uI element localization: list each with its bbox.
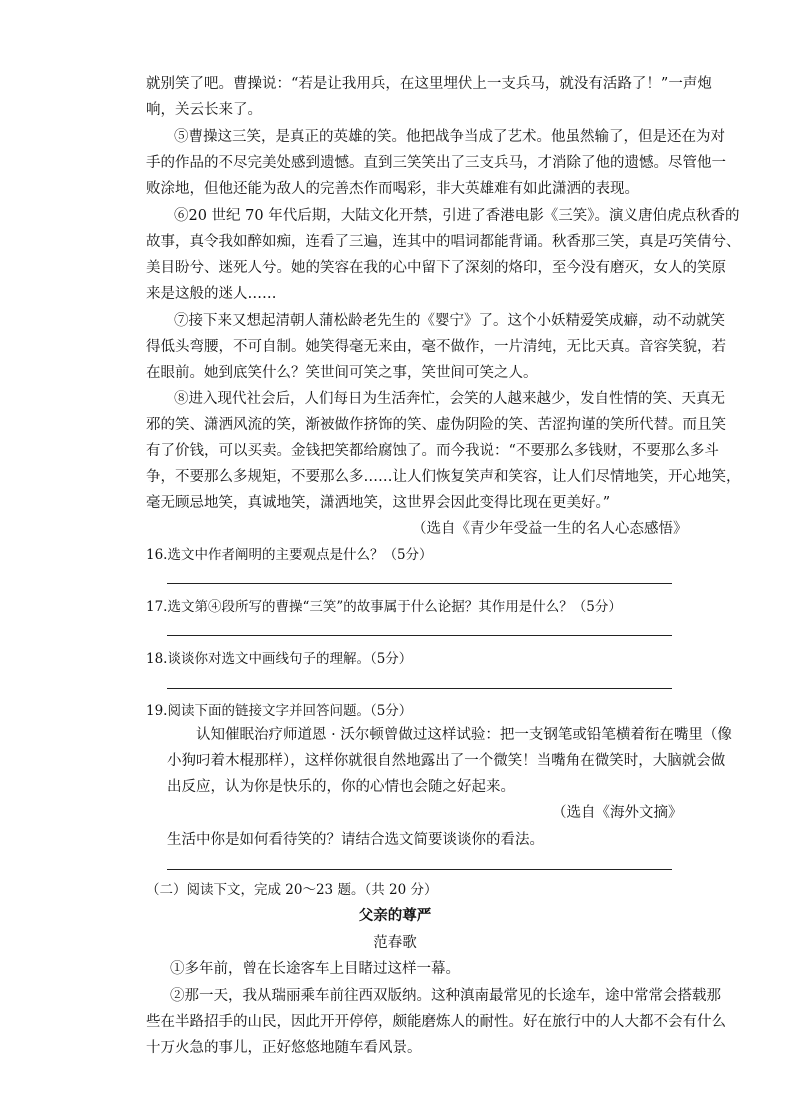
link-text-line: 小狗叼着木棍那样），这样你就很自然地露出了一个微笑！当嘴角在微笑时，大脑就会做: [167, 753, 726, 769]
question-16: 16.选文中作者阐明的主要观点是什么？（5分）: [146, 547, 433, 563]
essay-paragraph-6: ⑥20 世纪 70 年代后期，大陆文化开禁，引进了香港电影《三笑》。演义唐伯虎点秋香的: [174, 208, 740, 224]
answer-line-18[interactable]: [167, 688, 672, 689]
story-line: 十万火急的事儿，正好悠悠地随车看风景。: [146, 1040, 422, 1056]
essay-line: 得低头弯腰，不可自制。她笑得毫无来由，毫不做作，一片清纯，无比天真。音容笑貌，若: [146, 339, 726, 355]
essay-paragraph-5: ⑤曹操这三笑，是真正的英雄的笑。他把战争当成了艺术。他虽然输了，但是还在为对: [174, 129, 725, 145]
story-line: 些在半路招手的山民，因此开开停停，颇能磨炼人的耐性。好在旅行中的人大都不会有什么: [146, 1014, 726, 1030]
essay-line: 就别笑了吧。曹操说：“若是让我用兵，在这里埋伏上一支兵马，就没有活路了！”一声炮: [146, 76, 712, 92]
essay-line: 毫无顾忌地笑，真诚地笑，潇洒地笑，这世界会因此变得比现在更美好。”: [146, 495, 611, 511]
essay-line: 邪的笑、潇洒风流的笑，渐被做作挤饰的笑、虚伪阴险的笑、苦涩拘谨的笑所代替。而且笑: [146, 417, 726, 433]
essay-line: 美目盼兮、迷死人兮。她的笑容在我的心中留下了深刻的烙印，至今没有磨灭，女人的笑原: [146, 260, 726, 276]
essay-line: 来是这般的迷人……: [146, 286, 277, 302]
essay-line: 在眼前。她到底笑什么？笑世间可笑之事，笑世间可笑之人。: [146, 365, 538, 381]
question-19: 19.阅读下面的链接文字并回答问题。（5分）: [146, 703, 413, 719]
link-text-line: 认知催眠治疗师道恩 · 沃尔顿曾做过这样试验：把一支钢笔或铅笔横着衔在嘴里（像: [196, 727, 732, 743]
answer-line-19[interactable]: [167, 869, 672, 870]
essay-paragraph-7: ⑦接下来又想起清朝人蒲松龄老先生的《婴宁》了。这个小妖精爱笑成癖，动不动就笑: [174, 313, 725, 329]
essay-line: 有了价钱，可以买卖。金钱把笑都给腐蚀了。而今我说：“不要那么多钱财，不要那么多斗: [146, 443, 719, 459]
story-title: 父亲的尊严: [358, 907, 432, 924]
story-paragraph-1: ①多年前，曾在长途客车上目睹过这样一幕。: [170, 961, 460, 977]
essay-line: 败涂地，但他还能为敌人的完善杰作而喝彩，非大英雄难有如此潇洒的表现。: [146, 181, 639, 197]
essay-line: 争，不要那么多规矩，不要那么多……让人们恢复笑声和笑容，让人们尽情地笑，开心地笑，: [146, 469, 741, 485]
essay-source: （选自《青少年受益一生的名人心态感悟》: [412, 521, 688, 537]
link-text-line: 出反应，认为你是快乐的，你的心情也会随之好起来。: [167, 779, 515, 795]
answer-line-16[interactable]: [167, 583, 672, 584]
question-19-prompt: 生活中你是如何看待笑的？请结合选文简要谈谈你的看法。: [167, 832, 544, 848]
essay-line: 故事，真令我如醉如痴，连看了三遍，连其中的唱词都能背诵。秋香那三笑，真是巧笑倩兮、: [146, 234, 741, 250]
essay-line: 响，关云长来了。: [146, 102, 262, 118]
answer-line-17[interactable]: [167, 635, 672, 636]
link-source: （选自《海外文摘》: [552, 805, 683, 821]
story-paragraph-2: ②那一天，我从瑞丽乘车前往西双版纳。这种滇南最常见的长途车，途中常常会搭载那: [170, 988, 721, 1004]
essay-line: 手的作品的不尽完美处感到遗憾。直到三笑笑出了三支兵马，才消除了他的遗憾。尽管他一: [146, 155, 726, 171]
section-2-heading: （二）阅读下文，完成 20～23 题。（共 20 分）: [146, 882, 438, 898]
essay-paragraph-8: ⑧进入现代社会后，人们每日为生活奔忙，会笑的人越来越少，发自性情的笑、天真无: [174, 391, 725, 407]
question-17: 17.选文第④段所写的曹操“三笑”的故事属于什么论据？其作用是什么？（5分）: [146, 599, 622, 615]
story-author: 范春歌: [373, 935, 417, 951]
question-18: 18.谈谈你对选文中画线句子的理解。（5分）: [146, 651, 413, 667]
